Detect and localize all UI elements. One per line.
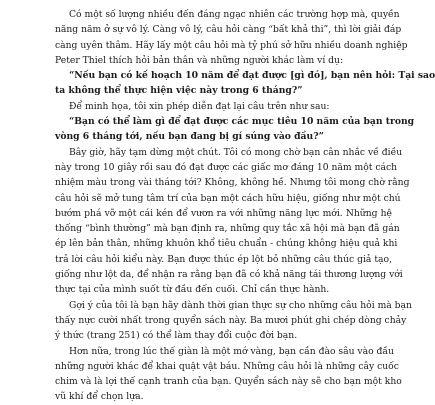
- paragraph-text-line: thống “bình thường” mà bạn định ra, những quy tắc xã hội mà bạn đã gán: [55, 223, 400, 235]
- paragraph-text-line: vũ khí để chọn lựa.: [55, 391, 144, 403]
- paragraph-text-line: này trong 10 giây rồi sau đó đạt được các giấc mơ đáng 10 năm một cách: [55, 161, 398, 173]
- paragraph-text-line: bướm phá vỡ một cái kén để vươn ra với những năng lực mới. Những hệ: [55, 207, 392, 219]
- paragraph-text-line: chim và là lợi thế cạnh tranh của bạn. Quyển sách này sẽ cho bạn một kho: [55, 376, 402, 388]
- paragraph-text-line: năng năm ở sự vô lý. Càng vô lý, câu hỏi càng “bất khả thi”, thì lời giải đáp: [55, 24, 402, 36]
- quote-text-line: vòng 6 tháng tới, nếu bạn đang bị gí súng vào đầu?”: [55, 131, 324, 143]
- paragraph-text-line: thực tại của mình suốt từ đầu đến cuối. Chỉ cần thực hành.: [55, 284, 330, 296]
- paragraph-text-line: Có một số lượng nhiều đến đáng ngạc nhiên các trường hợp mà, quyền: [69, 9, 400, 20]
- paragraph-text-line: giống như lột da, để nhận ra rằng bạn đã có khả năng tái thương lượng với: [55, 269, 403, 281]
- paragraph-text-line: Peter Thiel thích hỏi bản thân và những người khác làm ví dụ:: [55, 54, 344, 66]
- quote-text-line: “Bạn có thể làm gì để đạt được các mục tiêu 10 năm của bạn trong: [69, 116, 415, 128]
- cut-off-top-line: [55, 0, 392, 7]
- paragraph-text-line: thấy nực cười nhất trong quyển sách này. Ba mươi phút ghi chép dòng chảy: [55, 314, 407, 326]
- paragraph-text-line: nhiệm màu trong vài tháng tới? Không, không hề. Nhưng tôi mong chờ rằng: [55, 177, 410, 189]
- paragraph-text-line: ý thức (trang 251) có thể làm thay đổi cuộc đời bạn.: [55, 330, 298, 342]
- paragraph-text-line: trả lời câu hỏi kiểu này. Bạn được thúc ép lột bỏ những câu thúc giả tạo,: [55, 253, 392, 265]
- paragraph-text-line: những người khác để khai quật vật báu. Những câu hỏi là những cây cuốc: [55, 360, 399, 372]
- paragraph-text-line: câu hỏi sẽ mở tung tâm trí của bạn một cách hữu hiệu, giống như một chú: [55, 192, 401, 204]
- paragraph-text-line: Để minh họa, tôi xin phép diễn đạt lại câu trên như sau:: [69, 100, 330, 112]
- paragraph-text-line: Gợi ý của tôi là bạn hãy dành thời gian thực sự cho những câu hỏi mà bạn: [69, 299, 412, 311]
- body-text: [55, 7, 435, 405]
- paragraph-text-line: Hơn nữa, trong lúc thế giàn là một mớ vàng, bạn cần đào sâu vào đầu: [69, 345, 394, 357]
- paragraph-text-line: ép lên bản thân, những khuôn khổ tiêu chuẩn - chúng không hiệu quả khi: [55, 238, 398, 250]
- paragraph-text-line: Bây giờ, hãy tạm dừng một chút. Tôi có mong chờ bạn cân nhắc về điều: [69, 146, 403, 158]
- quote-text-line: “Nếu bạn có kế hoạch 10 năm để đạt được [gì đó], bạn nên hỏi: Tại sao: [69, 70, 435, 82]
- paragraph-text-line: càng uyên thâm. Hãy lấy một câu hỏi mà tỷ phú sở hữu nhiều doanh nghiệp: [55, 39, 408, 51]
- quote-text-line: ta không thể thực hiện việc này trong 6 tháng?”: [55, 85, 303, 97]
